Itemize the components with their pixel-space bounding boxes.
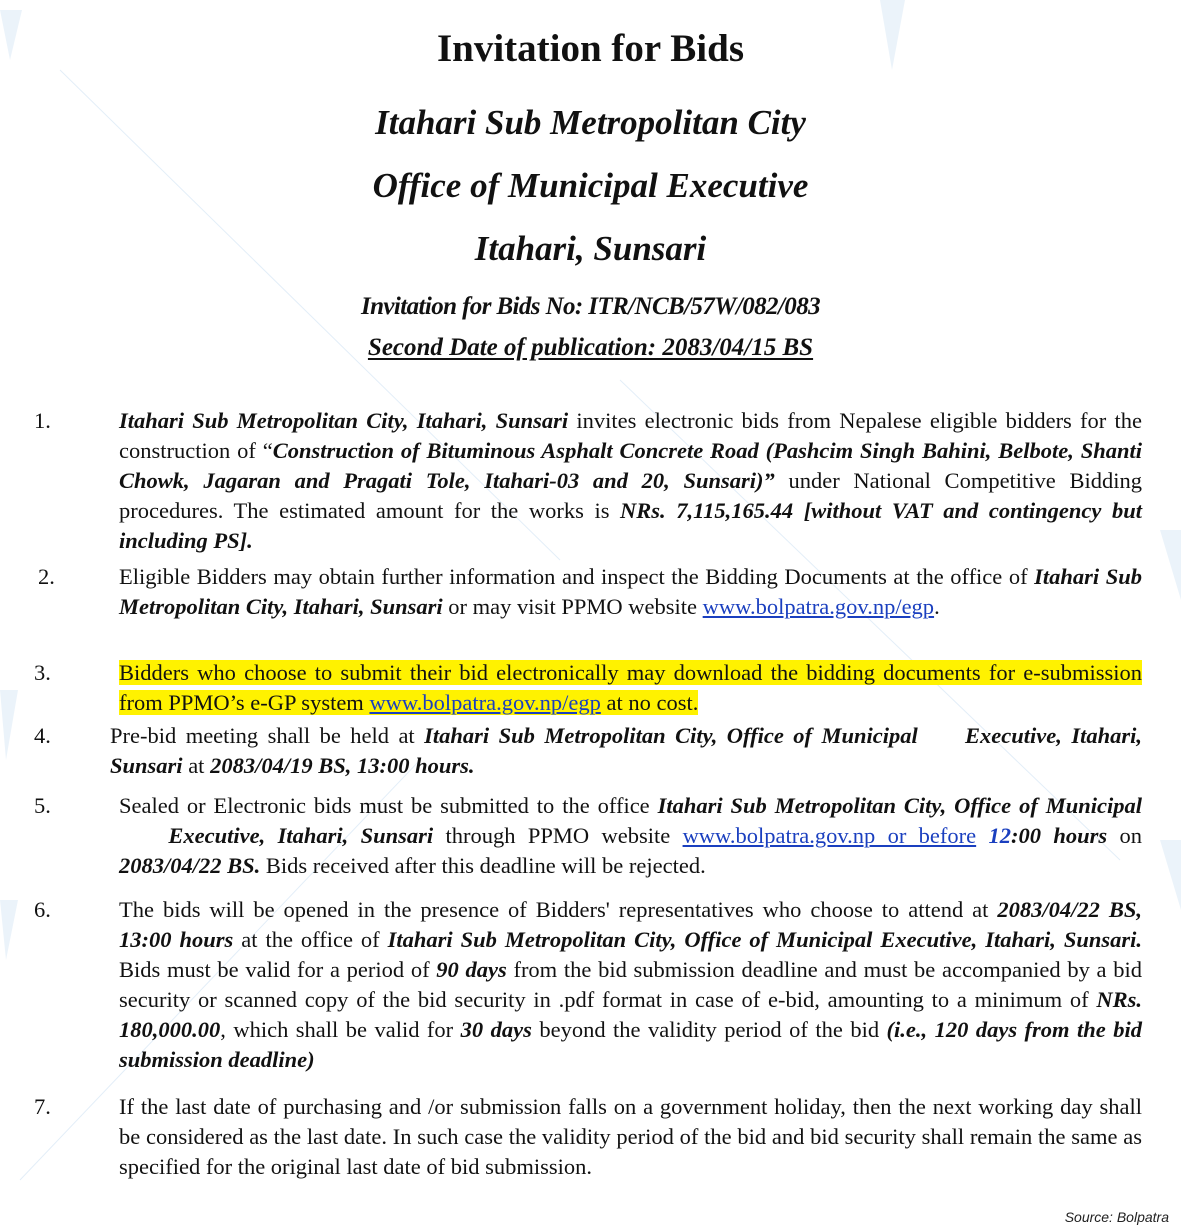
item-number: 1.: [34, 408, 51, 433]
source-credit: Source: Bolpatra: [1064, 1209, 1169, 1225]
item-text: Eligible Bidders may obtain further information and inspect the Bidding Documents at the office of Itahari Sub Metropolitan City, Itahari, Sunsari or may visit PPMO website www.bolpatra.gov.np/egp.: [119, 564, 1142, 619]
item-text: Itahari Sub Metropolitan City, Itahari, Sunsari invites electronic bids from Nepalese eligible bidders for the construction of “Construction of Bituminous Asphalt Concrete Road (Pashcim Singh Bahini, Belbote, Shanti Chowk, Jagaran and Pragati Tole, Itahari-03 and 20, Sunsari)” under National Competitive Bidding procedures. The estimated amount for the works is NRs. 7,115,165.44 [without VAT and contingency but including PS].: [119, 408, 1143, 553]
watermark-arrow-shape: [1160, 840, 1181, 910]
bolpatra-link[interactable]: www.bolpatra.gov.np or before: [682, 823, 977, 848]
highlighted-text: Bidders who choose to submit their bid electronically may download the bidding documents for e-submission from PPMO’s e-GP system www.bolpatra.gov.np/egp at no cost.: [119, 660, 1142, 715]
item-text: If the last date of purchasing and /or submission falls on a government holiday, then the next working day shall be considered as the last date. In such case the validity period of the bid and bid security shall remain the same as specified for the original last date of bid submission.: [119, 1094, 1142, 1179]
office-location: Itahari, Sunsari: [474, 229, 707, 268]
publication-date: Second Date of publication: 2083/04/15 BS: [367, 334, 814, 361]
item-number: 7.: [34, 1094, 51, 1119]
page-title: Invitation for Bids: [436, 27, 744, 70]
watermark-arrow-shape: [1160, 530, 1181, 600]
item-number: 2.: [38, 564, 55, 589]
item-number: 6.: [34, 897, 51, 922]
bolpatra-link[interactable]: www.bolpatra.gov.np/egp: [369, 690, 601, 715]
watermark-arrow-shape: [0, 690, 18, 760]
item-number: 5.: [34, 793, 51, 818]
watermark-arrow-shape: [0, 900, 18, 960]
item-number: 4.: [34, 723, 51, 748]
office-name: Office of Municipal Executive: [372, 166, 809, 205]
item-text: Pre-bid meeting shall be held at Itahari Sub Metropolitan City, Office of Municipal Executive, Itahari, Sunsari at 2083/04/19 BS, 13:00 hours.: [110, 723, 1142, 778]
item-text: The bids will be opened in the presence of Bidders' representatives who choose to attend at 2083/04/22 BS, 13:00 hours at the office of Itahari Sub Metropolitan City, Office of Municipal Executive, Itahari, Sunsari. Bids must be valid for a period of 90 days from the bid submission deadline and must be accompanied by a bid security or scanned copy of the bid security in .pdf format in case of e-bid, amounting to a minimum of NRs. 180,000.00, which shall be valid for 30 days beyond the validity period of the bid (i.e., 120 days from the bid submission deadline): [119, 897, 1142, 1072]
item-text: [119, 658, 1142, 718]
item-number: 3.: [34, 660, 51, 685]
item-text: Sealed or Electronic bids must be submitted to the office Itahari Sub Metropolitan City, Office of Municipal Executive, Itahari, Sunsari through PPMO website www.bolpatra.gov.np or before 12:00 hours on 2083/04/22 BS. Bids received after this deadline will be rejected.: [119, 793, 1142, 878]
ifb-number: Invitation for Bids No: ITR/NCB/57W/082/083: [361, 293, 820, 320]
organization-name: Itahari Sub Metropolitan City: [375, 103, 806, 142]
bolpatra-link[interactable]: www.bolpatra.gov.np/egp: [702, 594, 935, 619]
